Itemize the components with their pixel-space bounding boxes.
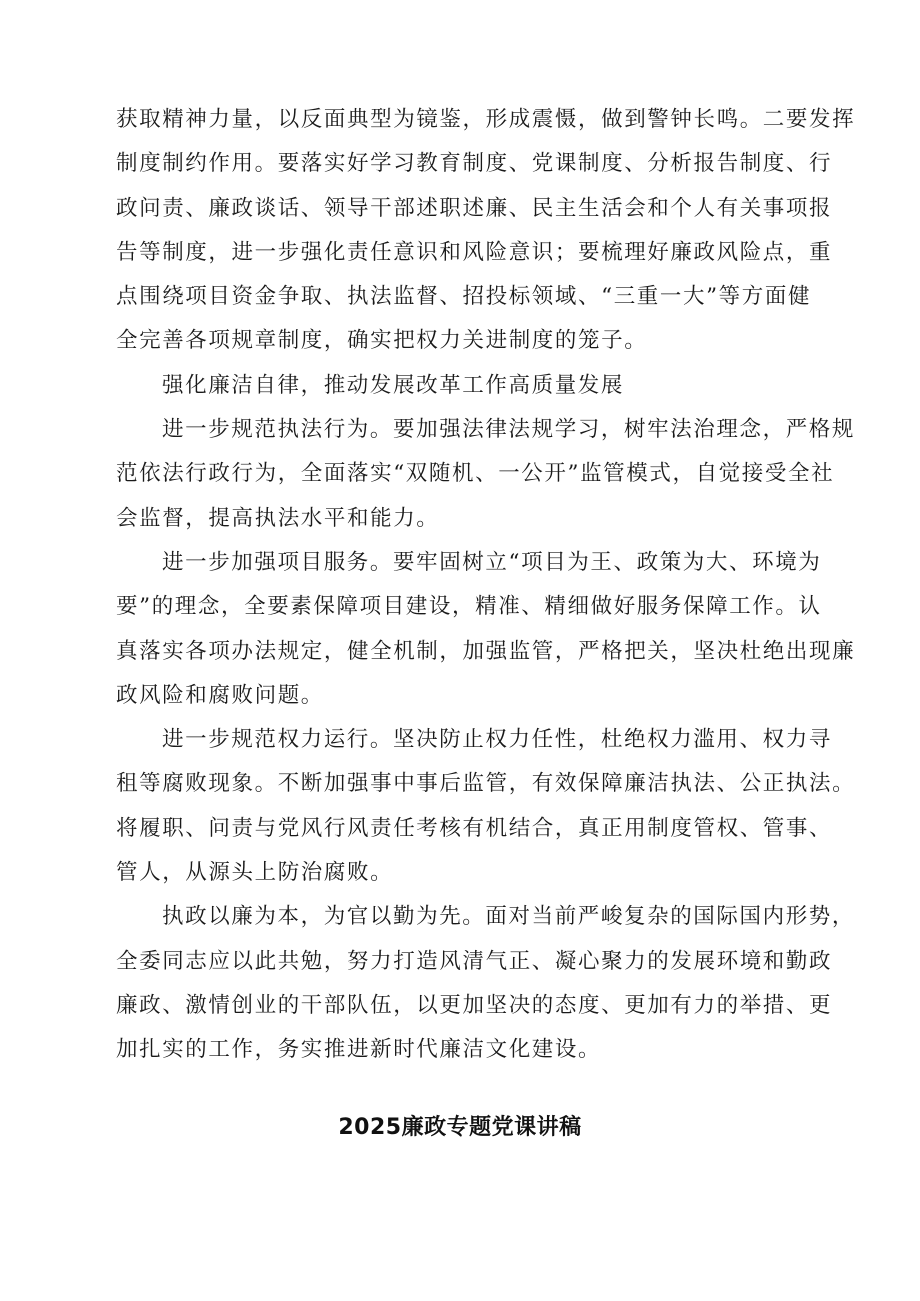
text-line: 全委同志应以此共勉，努力打造风清气正、凝心聚力的发展环境和勤政	[116, 948, 833, 974]
body-text	[116, 98, 856, 1073]
text-line: 进一步规范权力运行。坚决防止权力任性，杜绝权力滥用、权力寻	[162, 727, 832, 753]
text-line: 全完善各项规章制度，确实把权力关进制度的笼子。	[116, 328, 648, 354]
text-line: 进一步加强项目服务。要牢固树立“项目为王、政策为大、环境为	[162, 549, 822, 575]
next-document-title: 2025廉政专题党课讲稿	[338, 1115, 582, 1140]
text-line: 真落实各项办法规定，健全机制，加强监管，严格把关，坚决杜绝出现廉	[116, 638, 856, 664]
text-line: 制度制约作用。要落实好学习教育制度、党课制度、分析报告制度、行	[116, 151, 833, 177]
text-line: 告等制度，进一步强化责任意识和风险意识；要梳理好廉政风险点，重	[116, 239, 833, 265]
text-line: 廉政、激情创业的干部队伍，以更加坚决的态度、更加有力的举措、更	[116, 992, 833, 1018]
text-line: 租等腐败现象。不断加强事中事后监管，有效保障廉洁执法、公正执法。	[116, 771, 856, 797]
text-line: 强化廉洁自律，推动发展改革工作高质量发展	[162, 372, 625, 398]
text-line: 范依法行政行为，全面落实“双随机、一公开”监管模式，自觉接受全社	[116, 461, 835, 487]
text-line: 获取精神力量，以反面典型为镜鉴，形成震慑，做到警钟长鸣。二要发挥	[116, 107, 856, 132]
text-line: 要”的理念，全要素保障项目建设，精准、精细做好服务保障工作。认	[116, 594, 822, 620]
text-line: 将履职、问责与党风行风责任考核有机结合，真正用制度管权、管事、	[116, 815, 833, 841]
text-line: 政风险和腐败问题。	[116, 682, 324, 708]
text-line: 会监督，提高执法水平和能力。	[116, 505, 440, 531]
text-line: 执政以廉为本，为官以勤为先。面对当前严峻复杂的国际国内形势，	[162, 904, 856, 930]
text-line: 进一步规范执法行为。要加强法律法规学习，树牢法治理念，严格规	[162, 417, 856, 443]
text-line: 政问责、廉政谈话、领导干部述职述廉、民主生活会和个人有关事项报	[116, 195, 833, 221]
text-line: 加扎实的工作，务实推进新时代廉洁文化建设。	[116, 1037, 602, 1063]
text-line: 点围绕项目资金争取、执法监督、招投标领域、“三重一大”等方面健	[116, 284, 812, 310]
text-line: 管人，从源头上防治腐败。	[116, 860, 394, 886]
